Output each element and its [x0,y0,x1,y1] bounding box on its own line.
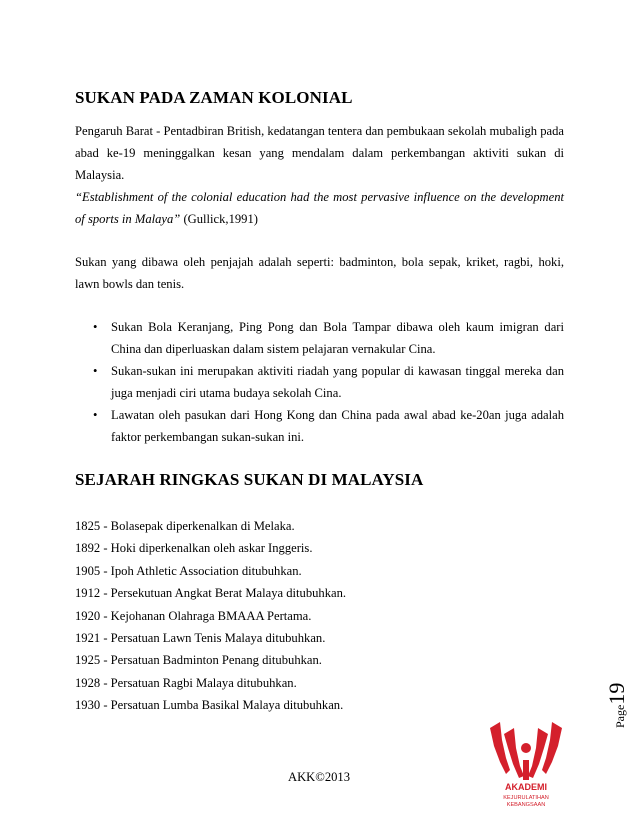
page-number-value: 19 [604,682,629,705]
timeline-item: 1825 - Bolasepak diperkenalkan di Melaka. [75,519,295,533]
timeline-item: 1892 - Hoki diperkenalkan oleh askar Inggeris. [75,541,313,556]
page-number [604,628,634,728]
akademi-logo-icon [486,718,566,810]
bullet-text: Sukan-sukan ini merupakan aktiviti riadah yang popular di kawasan tinggal mereka dan juga menjadi ciri utama budaya sekolah Cina. [111,364,564,400]
bullet-text: Sukan Bola Keranjang, Ping Pong dan Bola Tampar dibawa oleh kaum imigran dari China dan diperluaskan dalam sistem pelajaran vernakular Cina. [111,320,564,356]
timeline-item: 1921 - Persatuan Lawn Tenis Malaya ditubuhkan. [75,631,326,646]
timeline-item: 1925 - Persatuan Badminton Penang ditubuhkan. [75,653,322,668]
bullet-icon: • [93,364,98,378]
timeline-item: 1920 - Kejohanan Olahraga BMAAA Pertama. [75,608,312,623]
logo-line1: AKADEMI [505,782,547,792]
bullet-item [75,404,564,448]
paragraph-western-influence [75,120,564,230]
bullet-icon: • [93,320,98,334]
page-number-label: Page [613,704,627,728]
paragraph-sports-introduced: Sukan yang dibawa oleh penjajah adalah seperti: badminton, bola sepak, kriket, ragbi, hoki, lawn bowls dan tenis. [75,255,564,291]
logo-line3: KEBANGSAAN [506,802,546,808]
timeline-item: 1905 - Ipoh Athletic Association ditubuhkan. [75,563,302,578]
section-heading-colonial: SUKAN PADA ZAMAN KOLONIAL [75,88,353,107]
quote-text: “Establishment of the colonial education had the most pervasive influence on the development of sports in Malaya” [75,190,564,226]
quote-citation: (Gullick,1991) [180,212,258,226]
bullet-list [75,316,564,448]
bullet-item [75,360,564,404]
paragraph-text: Pengaruh Barat - Pentadbiran British, kedatangan tentera dan pembukaan sekolah mubaligh pada abad ke-19 meninggalkan kesan yang mendalam dalam perkembangan aktiviti sukan di Malaysia. [75,124,564,182]
timeline-item: 1912 - Persekutuan Angkat Berat Malaya ditubuhkan. [75,586,347,601]
section-heading-history: SEJARAH RINGKAS SUKAN DI MALAYSIA [75,470,424,489]
bullet-text: Lawatan oleh pasukan dari Hong Kong dan China pada awal abad ke-20an juga adalah faktor perkembangan sukan-sukan ini. [111,408,564,444]
bullet-icon: • [93,408,98,422]
timeline-item: 1930 - Persatuan Lumba Basikal Malaya ditubuhkan. [75,698,344,713]
footer-copyright: AKK©2013 [287,770,351,784]
logo-line2: KEJURULATIHAN [503,795,549,801]
bullet-item [75,316,564,360]
timeline-item: 1928 - Persatuan Ragbi Malaya ditubuhkan. [75,675,297,690]
timeline-list [75,515,346,717]
